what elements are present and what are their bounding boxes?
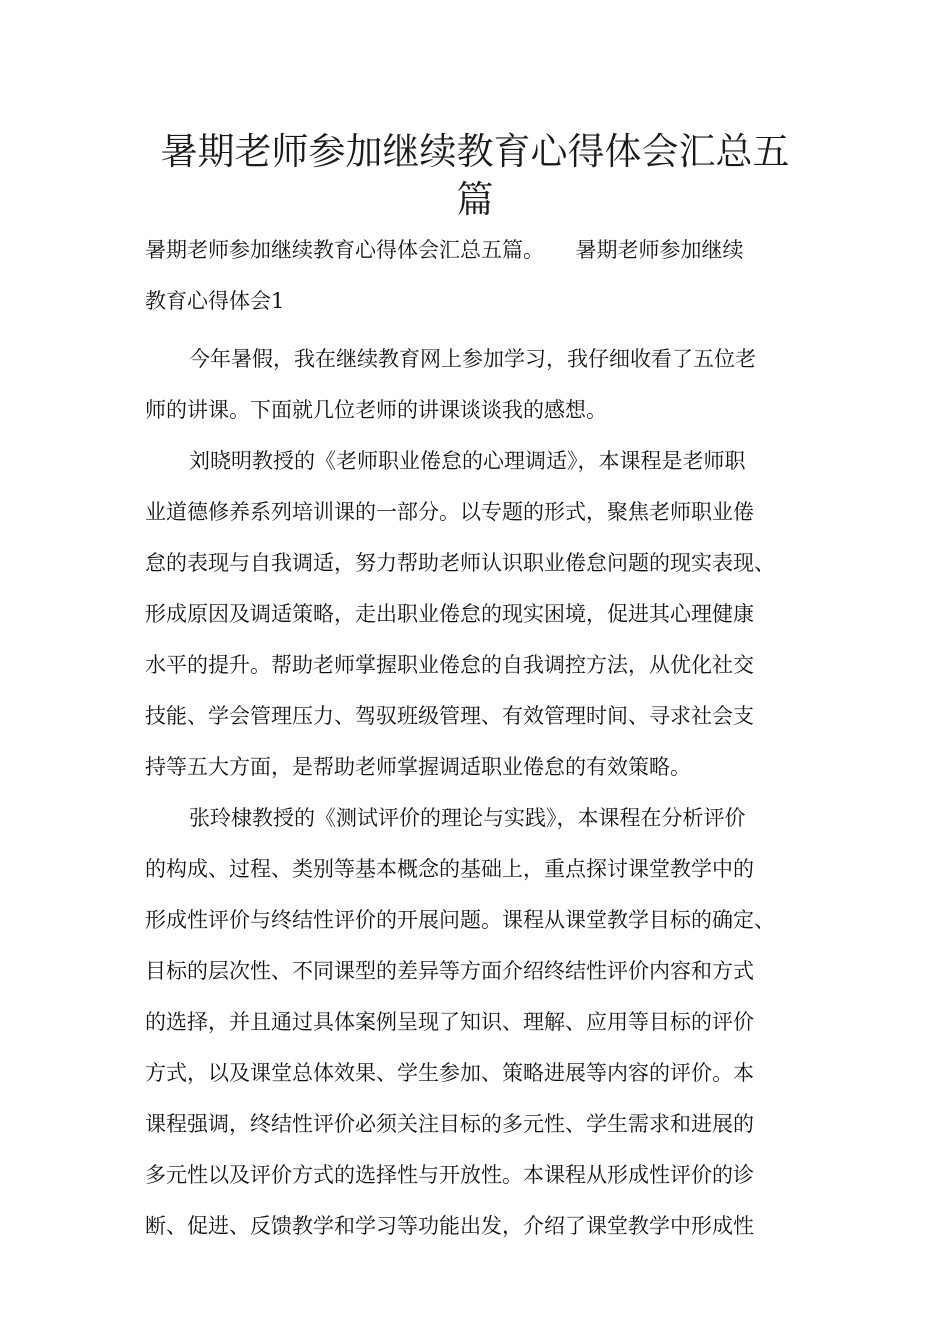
text-line: 持等五大方面，是帮助老师掌握调适职业倦怠的有效策略。 (145, 755, 691, 779)
text-line: 多元性以及评价方式的选择性与开放性。本课程从形成性评价的诊 (145, 1163, 754, 1187)
text-line: 业道德修养系列培训课的一部分。以专题的形式，聚焦老师职业倦 (145, 500, 754, 524)
paragraph-first-line: 今年暑假，我在继续教育网上参加学习，我仔细收看了五位老 (189, 347, 756, 371)
document-title (120, 128, 830, 224)
text-line: 形成性评价与终结性评价的开展问题。课程从课堂教学目标的确定、 (145, 908, 775, 932)
paragraph-first-line: 张玲棣教授的《测试评价的理论与实践》，本课程在分析评价 (189, 806, 746, 830)
text-line: 教育心得体会1 (145, 289, 285, 313)
title-line-1: 暑期老师参加继续教育心得体会汇总五 (160, 130, 790, 173)
paragraph-first-line: 刘晓明教授的《老师职业倦怠的心理调适》，本课程是老师职 (189, 449, 746, 473)
text-line: 目标的层次性、不同课型的差异等方面介绍终结性评价内容和方式 (145, 959, 754, 983)
text-line: 的选择，并且通过具体案例呈现了知识、理解、应用等目标的评价 (145, 1010, 754, 1034)
title-line-2: 篇 (456, 178, 494, 221)
text-line: 技能、学会管理压力、驾驭班级管理、有效管理时间、寻求社会支 (145, 704, 754, 728)
text-line: 师的讲课。下面就几位老师的讲课谈谈我的感想。 (145, 398, 607, 422)
text-line: 形成原因及调适策略，走出职业倦怠的现实困境，促进其心理健康 (145, 602, 754, 626)
text-line: 水平的提升。帮助老师掌握职业倦怠的自我调控方法，从优化社交 (145, 653, 754, 677)
document-body (145, 230, 835, 1257)
text-line: 方式，以及课堂总体效果、学生参加、策略进展等内容的评价。本 (145, 1061, 754, 1085)
text-line: 课程强调，终结性评价必须关注目标的多元性、学生需求和进展的 (145, 1112, 754, 1136)
text-line: 怠的表现与自我调适，努力帮助老师认识职业倦怠问题的现实表现、 (145, 551, 775, 575)
text-line: 断、促进、反馈教学和学习等功能出发，介绍了课堂教学中形成性 (145, 1214, 754, 1238)
text-line: 的构成、过程、类别等基本概念的基础上，重点探讨课堂教学中的 (145, 857, 754, 881)
text-line: 暑期老师参加继续教育心得体会汇总五篇。 暑期老师参加继续 (145, 238, 744, 262)
